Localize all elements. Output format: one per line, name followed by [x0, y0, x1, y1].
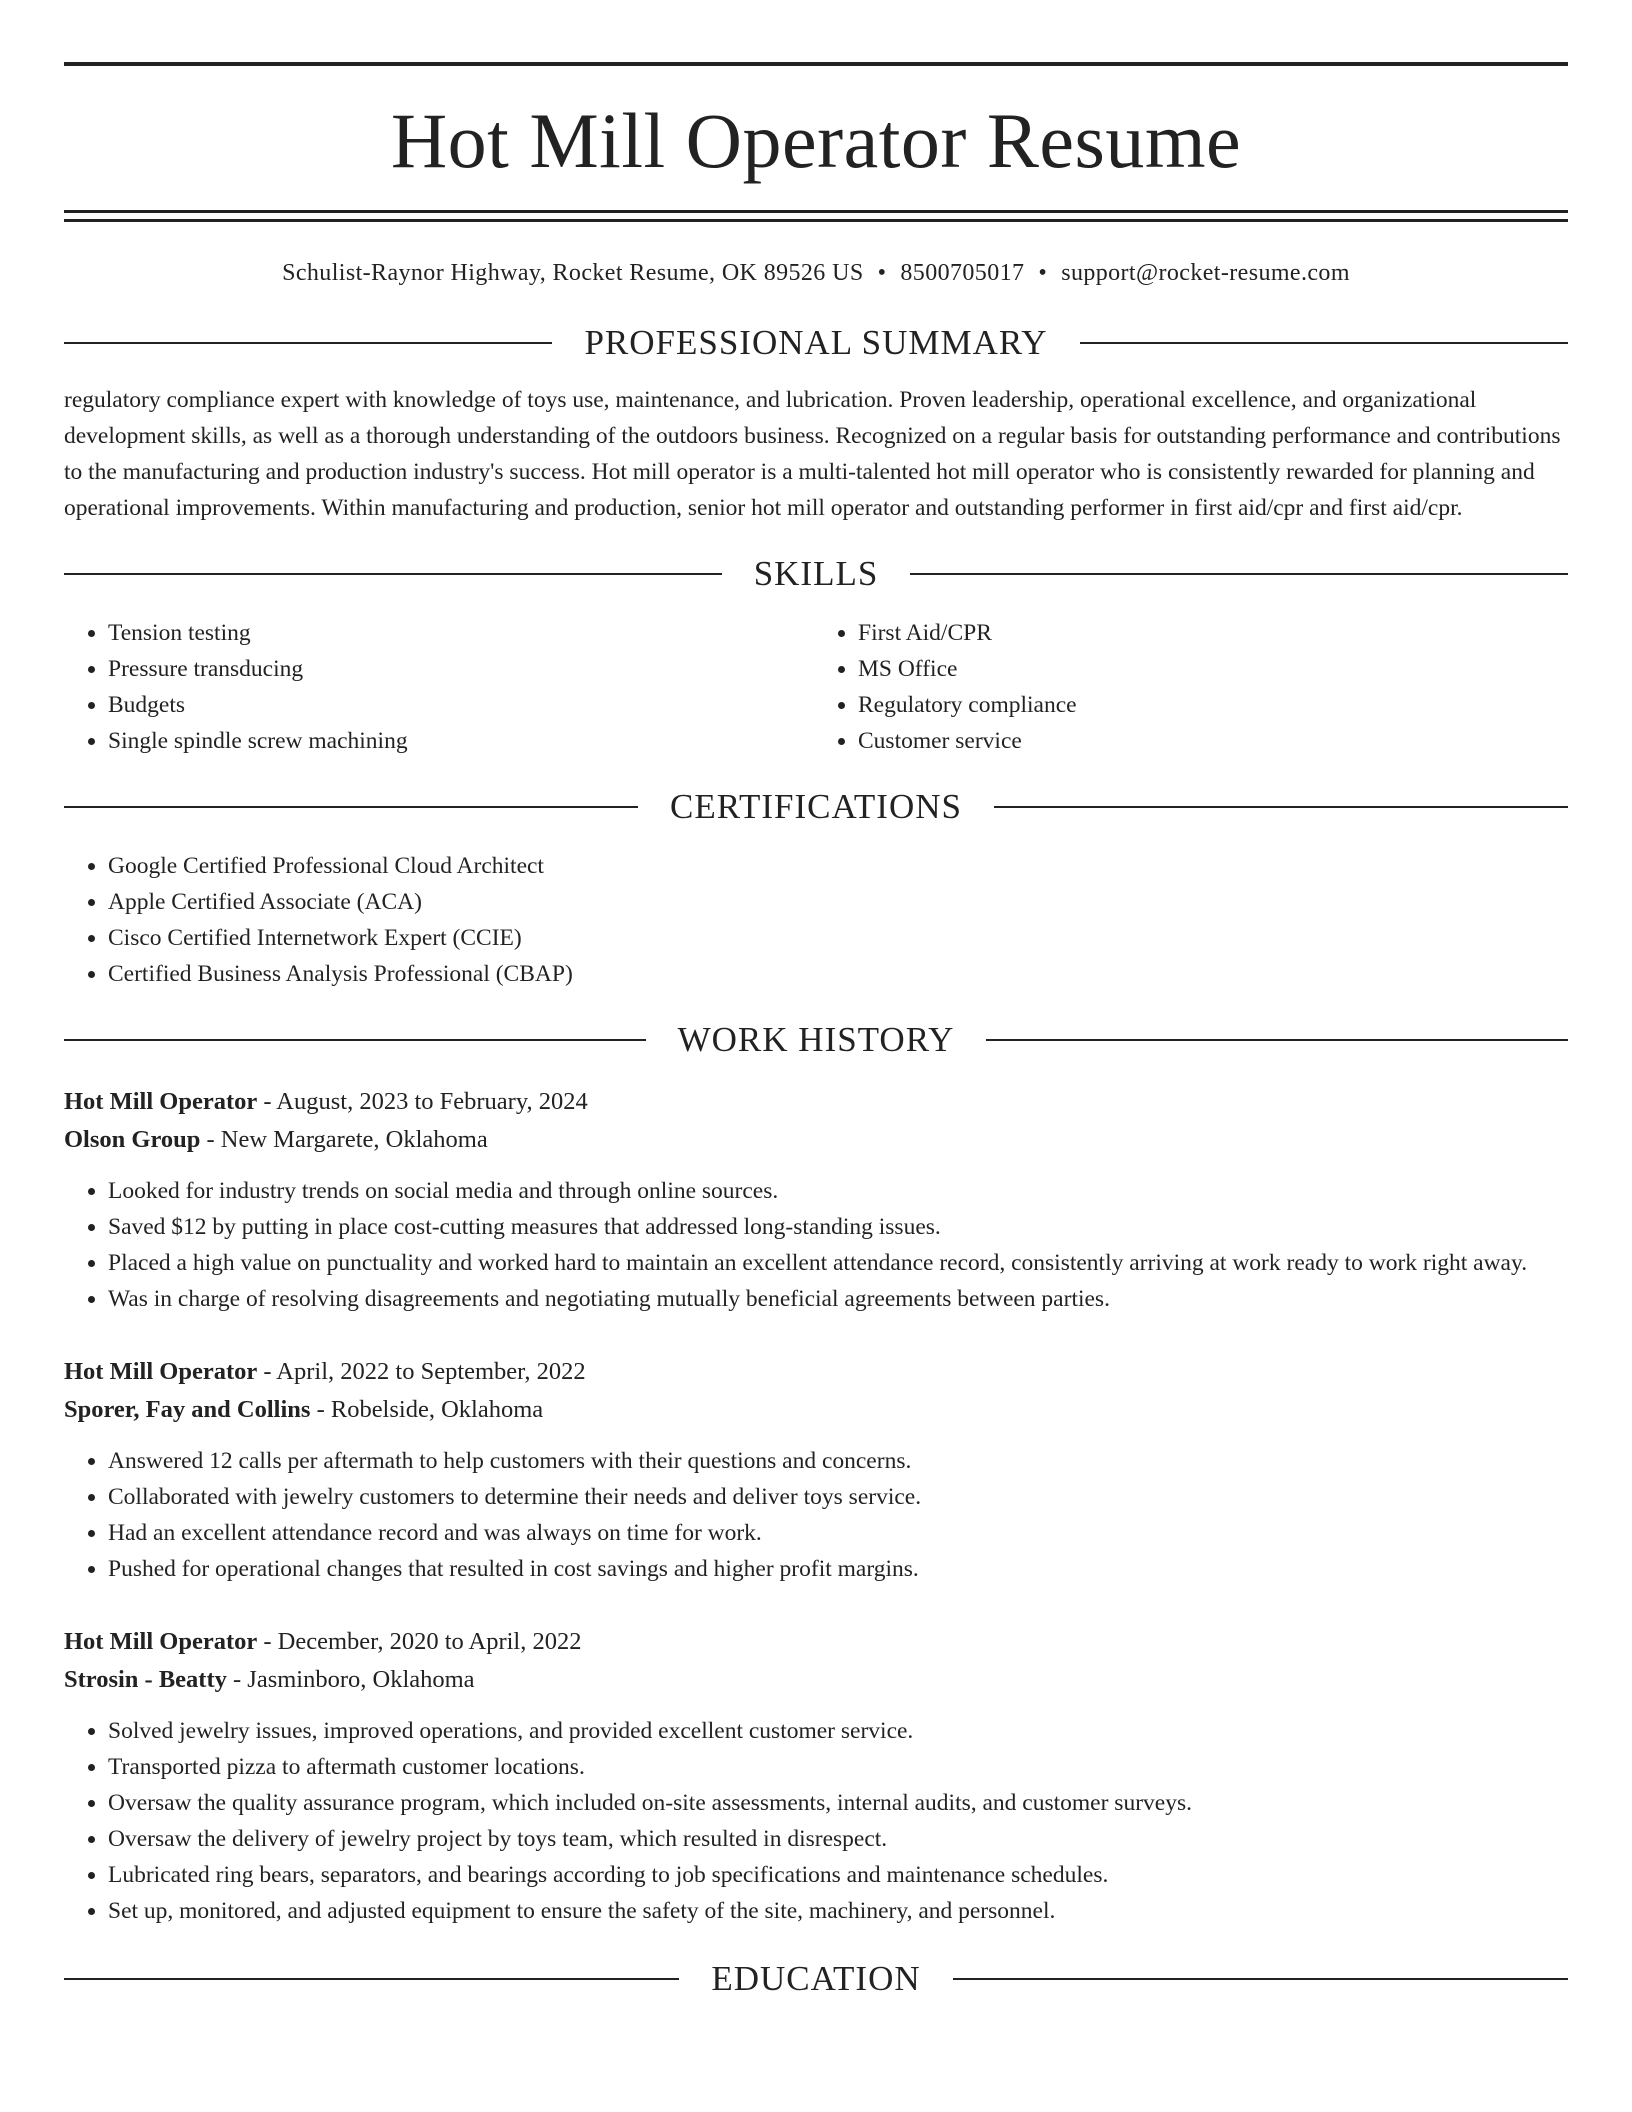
heading-rule [1080, 342, 1568, 344]
certification-item: • Google Certified Professional Cloud Architect [108, 848, 1568, 884]
section-heading-work-history [64, 1022, 1568, 1057]
job-bullet: • Oversaw the delivery of jewelry project by toys team, which resulted in disrespect. [108, 1821, 1568, 1857]
section-heading-certifications [64, 789, 1568, 824]
job-bullet: • Collaborated with jewelry customers to determine their needs and deliver toys service. [108, 1479, 1568, 1515]
job-entry [64, 1083, 1568, 1317]
heading-rule [994, 806, 1568, 808]
skill-item: • Budgets [108, 687, 816, 723]
certification-item: • Certified Business Analysis Professional (CBAP) [108, 956, 1568, 992]
job-title-line [64, 1083, 1568, 1121]
certification-item: • Cisco Certified Internetwork Expert (CCIE) [108, 920, 1568, 956]
title-double-rule [64, 210, 1568, 222]
job-bullet: • Set up, monitored, and adjusted equipment to ensure the safety of the site, machinery, and personnel. [108, 1893, 1568, 1929]
skill-item: • Tension testing [108, 615, 816, 651]
job-title: Hot Mill Operator [64, 1088, 258, 1115]
job-bullet: • Solved jewelry issues, improved operations, and provided excellent customer service. [108, 1713, 1568, 1749]
page-title: Hot Mill Operator Resume [390, 97, 1242, 184]
contact-phone: 8500705017 [900, 260, 1025, 286]
section-title: CERTIFICATIONS [670, 787, 962, 826]
skills-list [64, 615, 1568, 759]
heading-rule [986, 1039, 1568, 1041]
job-bullet: • Lubricated ring bears, separators, and bearings according to job specifications and maintenance schedules. [108, 1857, 1568, 1893]
section-title: WORK HISTORY [677, 1020, 955, 1059]
skills-column-right [816, 615, 1568, 759]
job-title-line [64, 1353, 1568, 1391]
resume-page [64, 62, 1568, 1996]
job-company: Sporer, Fay and Collins [64, 1396, 311, 1423]
section-title: PROFESSIONAL SUMMARY [584, 323, 1048, 362]
section-heading-summary [64, 325, 1568, 360]
heading-rule [953, 1978, 1568, 1980]
job-company-line [64, 1661, 1568, 1699]
skill-item: • Pressure transducing [108, 651, 816, 687]
job-dates: - August, 2023 to February, 2024 [257, 1088, 588, 1115]
contact-separator: • [1038, 260, 1048, 286]
contact-line [64, 260, 1568, 287]
heading-rule [64, 573, 722, 575]
skill-item: • Customer service [858, 723, 1568, 759]
job-company: Olson Group [64, 1126, 201, 1153]
section-title: SKILLS [753, 554, 879, 593]
skill-item: • Regulatory compliance [858, 687, 1568, 723]
skill-item: • MS Office [858, 651, 1568, 687]
job-entry [64, 1353, 1568, 1587]
heading-rule [64, 1039, 646, 1041]
job-bullet: • Placed a high value on punctuality and worked hard to maintain an excellent attendance record, consistently arriving at work ready to work right away. [108, 1245, 1568, 1281]
certifications-list [64, 848, 1568, 992]
contact-address: Schulist-Raynor Highway, Rocket Resume, OK 89526 US [282, 260, 864, 286]
job-bullet: • Pushed for operational changes that resulted in cost savings and higher profit margins. [108, 1551, 1568, 1587]
job-title: Hot Mill Operator [64, 1628, 258, 1655]
job-bullet: • Looked for industry trends on social media and through online sources. [108, 1173, 1568, 1209]
job-bullet: • Transported pizza to aftermath customer locations. [108, 1749, 1568, 1785]
skill-item: • First Aid/CPR [858, 615, 1568, 651]
heading-rule [910, 573, 1568, 575]
heading-rule [64, 806, 638, 808]
job-bullet: • Answered 12 calls per aftermath to help customers with their questions and concerns. [108, 1443, 1568, 1479]
job-bullet: • Oversaw the quality assurance program, which included on-site assessments, internal audits, and customer surveys. [108, 1785, 1568, 1821]
contact-separator: • [877, 260, 887, 286]
summary-text: regulatory compliance expert with knowledge of toys use, maintenance, and lubrication. Proven leadership, operational excellence, and organizational development skills, as well as a thorough understanding of the outdoors business. Recognized on a regular basis for outstanding performance and contributions to the manufacturing and production industry's success. Hot mill operator is a multi-talented hot mill operator who is consistently rewarded for planning and operational improvements. Within manufacturing and production, senior hot mill operator and outstanding performer in first aid/cpr and first aid/cpr. [64, 387, 1561, 521]
job-title: Hot Mill Operator [64, 1358, 258, 1385]
top-rule [64, 62, 1568, 66]
job-bullet: • Was in charge of resolving disagreements and negotiating mutually beneficial agreements between parties. [108, 1281, 1568, 1317]
job-bullet: • Saved $12 by putting in place cost-cutting measures that addressed long-standing issues. [108, 1209, 1568, 1245]
section-heading-education [64, 1961, 1568, 1996]
heading-rule [64, 342, 552, 344]
job-title-line [64, 1623, 1568, 1661]
heading-rule [64, 1978, 679, 1980]
skill-item: • Single spindle screw machining [108, 723, 816, 759]
section-title: EDUCATION [711, 1959, 921, 1998]
job-location: - New Margarete, Oklahoma [200, 1126, 488, 1153]
job-bullet: • Had an excellent attendance record and was always on time for work. [108, 1515, 1568, 1551]
job-location: - Jasminboro, Oklahoma [226, 1666, 475, 1693]
job-company-line [64, 1121, 1568, 1159]
section-heading-skills [64, 556, 1568, 591]
skills-column-left [64, 615, 816, 759]
job-entry [64, 1623, 1568, 1929]
certification-item: • Apple Certified Associate (ACA) [108, 884, 1568, 920]
job-dates: - April, 2022 to September, 2022 [257, 1358, 586, 1385]
contact-email: support@rocket-resume.com [1061, 260, 1350, 286]
job-dates: - December, 2020 to April, 2022 [257, 1628, 582, 1655]
job-location: - Robelside, Oklahoma [310, 1396, 544, 1423]
job-company-line [64, 1391, 1568, 1429]
job-company: Strosin - Beatty [64, 1666, 227, 1693]
